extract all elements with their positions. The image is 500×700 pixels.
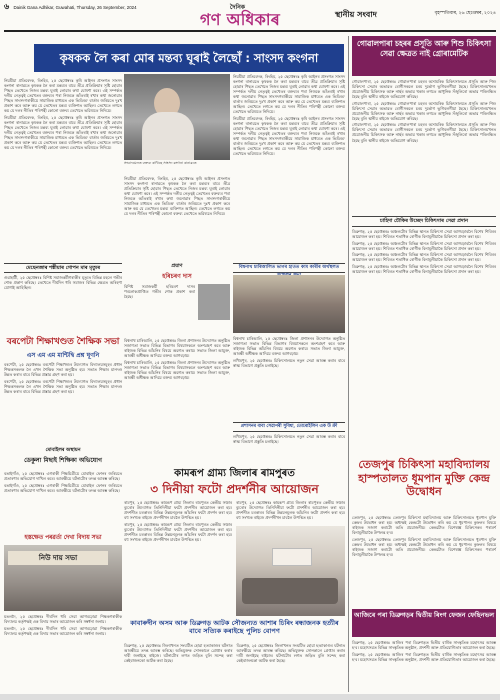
masthead-rule: [4, 30, 496, 32]
obituary-name: হৰিচৰণ দাস: [162, 273, 192, 280]
farewell-photo[interactable]: [4, 545, 122, 611]
mid-strip-2-text: [233, 434, 345, 464]
page-number: ৬: [4, 2, 10, 11]
bottom-headline[interactable]: কাবাৰুদীন অসম আৰু ডিব্ৰুগড় আটক সৌজন্যত আশাৰ চিৰিং ৰন্ধাজনক হত্যীৰ বাবে সত্যিক কৰাইছে পুলিচ বোপণ: [130, 619, 339, 636]
mid-center-text-right: [233, 336, 345, 420]
center-big-text-left: [124, 500, 232, 616]
center-big-text-2: ৰামপুৰ, ২৫ ছেপ্তেম্বৰঃ কামৰূপ গ্ৰাম্য জিলাৰ ৰামপুৰত কেন্দ্ৰীয় সঞ্চাৰ ব্যুৰোৰ উদ্যোগত তিনিদিনীয়া ফটো প্ৰদৰ্শনীৰ আয়োজন কৰা হয়। প্ৰদৰ্শনীত চৰকাৰৰ বিভিন্ন উন্নয়নমূলক আঁচনিৰ ফটো প্ৰদৰ্শন কৰা হয়। বহু সংখ্যক ৰাইজে প্ৰদৰ্শনীখন চাবলৈ উপস্থিত হয়।: [124, 521, 232, 542]
right-mid-text-3: ডিব্ৰুগড়, ২৫ ছেপ্তেম্বৰঃ অঞ্চলটোৰ বিভিন্ন স্থানত চিকিৎসা সেৱা আগবঢ়াবলৈ বিশেষ শিবিৰৰ আয়োজন কৰা হয়। শিবিৰত শতাধিক ৰোগীক বিনামূলীয়াকৈ চিকিৎসা প্ৰদান কৰা হয়।: [352, 252, 496, 263]
bottom-text-1: ডিব্ৰুগড়, ২৫ ছেপ্তেম্বৰঃ জিলাখনত সংঘটিত হোৱা হত্যাকাণ্ডৰ ঘটনাত আৰক্ষীয়ে তদন্ত আৰম্ভ কৰিছে। অভিযুক্তক সোনকালে গ্ৰেপ্তাৰ কৰাৰ দাবী জনাইছে ৰাইজে। ঘটনাটোৰ লগত জড়িত বুলি সন্দেহ কৰা কেইবাজনকো আটক কৰা হৈছে।: [124, 643, 233, 664]
banner-headline[interactable]: কৃষকক লৈ কৰা মোৰ মন্তব্য ঘূৰাই লৈছোঁ : সাংসদ কংগনা: [34, 44, 344, 72]
bottom-text-2: ডিব্ৰুগড়, ২৫ ছেপ্তেম্বৰঃ জিলাখনত সংঘটিত হোৱা হত্যাকাণ্ডৰ ঘটনাত আৰক্ষীয়ে তদন্ত আৰম্ভ কৰিছে। অভিযুক্তক সোনকালে গ্ৰেপ্তাৰ কৰাৰ দাবী জনাইছে ৰাইজে। ঘটনাটোৰ লগত জড়িত বুলি সন্দেহ কৰা কেইবাজনকো আটক কৰা হৈছে।: [236, 643, 345, 664]
mid-right-text: লখিমপুৰ, ২৫ ছেপ্তেম্বৰঃ চিকিৎসালয়ত নতুন সেৱা আৰম্ভ কৰাৰ বাবে স্বাস্থ্য বিভাগে প্ৰস্তুতি চলাইছে।: [233, 357, 345, 368]
mid-left-text: [4, 275, 122, 331]
right-big-headline-text: তেজপুৰ চিকিৎসা মহাবিদ্যালয় হাস্পতালত ধূমপান মুক্তি কেন্দ্ৰ উদ্বোধন: [358, 458, 490, 498]
right-bottom-headline[interactable]: আজিৰে পৰা ডিব্ৰুগড়ৰ দ্বিতীয় ৰিংগ ফেজন ফেছিনভল: [352, 609, 496, 637]
lead-article-left-col: [4, 78, 122, 260]
farewell-headline[interactable]: হস্তক্ষেত পৰৱৰ্তা দেখা বিদায় সভা: [24, 535, 102, 541]
obituary-label: প্ৰয়াণ: [171, 263, 183, 269]
lead-article-text-2: নিয়মীয়া প্ৰতিবেদক, ৰিংহিম, ২৫ ছেপ্তেম্বৰঃ কৃষি আইনৰ প্ৰসংগত সাংসদ কংগনা ৰানাৱতে কৃষকক লৈ কৰা মন্তব্যৰ বাবে তীব্ৰ প্ৰতিক্ৰিয়াৰ সৃষ্টি হোৱাৰ পিছত তেখেতে নিজৰ মন্তব্য ঘূৰাই লোৱাৰ কথা ঘোষণা কৰে। এই সম্পৰ্কত দলীয় নেতৃত্বই তেখেতৰ বক্তব্যৰ পৰা নিজকে আঁতৰাই ৰখাৰ কথা জনোৱাৰ পিছত সাংসদগৰাকীয়ে সামাজিক মাধ্যমত এক ভিডিঅ' বাৰ্তাৰ জৰিয়তে দুঃখ প্ৰকাশ কৰে আৰু কয় যে তেখেতৰ মন্তব্য ব্যক্তিগত আছিল। তেখেতে লগতে কয় যে দলৰ নীতিৰ পৰিপন্থী কোনো বক্তব্য তেখেতে ভৱিষ্যতে নিদিয়ে।: [124, 176, 230, 217]
center-big-text-3: ৰামপুৰ, ২৫ ছেপ্তেম্বৰঃ কামৰূপ গ্ৰাম্য জিলাৰ ৰামপুৰত কেন্দ্ৰীয় সঞ্চাৰ ব্যুৰোৰ উদ্যোগত তিনিদিনীয়া ফটো প্ৰদৰ্শনীৰ আয়োজন কৰা হয়। প্ৰদৰ্শনীত চৰকাৰৰ বিভিন্ন উন্নয়নমূলক আঁচনিৰ ফটো প্ৰদৰ্শন কৰা হয়। বহু সংখ্যক ৰাইজে প্ৰদৰ্শনীখন চাবলৈ উপস্থিত হয়।: [236, 500, 345, 521]
right-top-text: [352, 79, 496, 215]
mid-left2-subheadline: এস এম এম মান্টিদ্বি প্ৰশ্ন ঘূণনি: [26, 352, 100, 359]
mid-center-strip[interactable]: বিশ্বনাথ চাৰিআলিত ভাগৰ হাতত কাম কাৰীৰ অৰ্থস্থলত: [233, 263, 345, 273]
right-top-headline[interactable]: গোৱালপাৰা চহৰৰ প্ৰসূতি আৰু শিশু চিকিৎসা সেৱা ক্ষেত্ৰত নাই গ্ৰোৰামেটিক: [352, 36, 496, 76]
mid-strip-2[interactable]: প্ৰশাসনৰ বাবা সেৱাপৰী সুবিধা, তোৰোইলিন এক উ ক্ৰী: [233, 422, 345, 432]
obituary-box: [124, 263, 230, 337]
crime-text-2: বঙাইগাঁও, ২৫ ছেপ্তেম্বৰঃ এগৰাকী শিক্ষয়িত্ৰীয়ে মোবাইল ফোনৰ জৰিয়তে প্ৰতাৰণাৰ অভিযোগ দাখিল কৰে। আৰক্ষীয়ে ঘটনাটোৰ তদন্ত আৰম্ভ কৰিছে।: [4, 482, 122, 493]
mid-left-text-1: গুৱাহাটী, ২৫ ছেপ্তেম্বৰঃ বিশিষ্ট সমাজকৰ্মীগৰাকীৰ মৃত্যুত বিভিন্ন মহলে গভীৰ শোক প্ৰকাশ কৰিছে। তেখেতে দীৰ্ঘদিন ধৰি সমাজৰ বিভিন্ন ক্ষেত্ৰত অৰিহণা যোগাই আহিছিল।: [4, 275, 122, 291]
bottom-left-text-2: মঙলদৈ, ২৫ ছেপ্তেম্বৰঃ দীৰ্ঘদিন ধৰি সেৱা আগবঢ়োৱা শিক্ষকগৰাকীক বিদ্যালয় কৰ্তৃপক্ষই এক বিদায় সভাৰ আয়োজন কৰি সম্বৰ্ধনা জনায়।: [4, 625, 122, 636]
crime-headline: ডেকুলা মিছাই শিক্ষিকা অভিযোগ: [24, 457, 102, 464]
right-big-text-1: তেজপুৰ, ২৫ ছেপ্তেম্বৰঃ তেজপুৰ চিকিৎসা মহাবিদ্যালয় আৰু চিকিৎসালয়ত ধূমপান মুক্তি কেন্দ্ৰৰ উদ্বোধন কৰা হয়। অধ্যক্ষই কেন্দ্ৰটো উদ্বোধন কৰি কয় যে ধূমপানৰ কুফলৰ বিষয়ে ৰাইজক সজাগ কৰাটো অতি প্ৰয়োজনীয়। কেন্দ্ৰটোত বিশেষজ্ঞ চিকিৎসকৰ পৰামৰ্শ বিনামূলীয়াকৈ উপলব্ধ হ'ব।: [352, 515, 496, 536]
mid-center-text-2: বিশ্বনাথ চাৰিআলি, ২৫ ছেপ্তেম্বৰঃ জিলা প্ৰশাসনৰ উদ্যোগত অনুষ্ঠিত সজাগতা সভাত বিভিন্ন বিভাগৰ বিষয়াসকলে অংশগ্ৰহণ কৰে আৰু ৰাইজক বিভিন্ন আঁচনিৰ বিষয়ে অৱগত কৰায়। সভাত জিলা আয়ুক্ত, আৰক্ষী অধীক্ষক আদিয়ে বক্তব্য আগবঢ়ায়।: [124, 359, 230, 380]
center-big-headline-2[interactable]: ৩ দিনীয়া ফটো প্ৰদৰ্শনীৰ আয়োজন: [150, 482, 319, 496]
bottom-left-text-1: মঙলদৈ, ২৫ ছেপ্তেম্বৰঃ দীৰ্ঘদিন ধৰি সেৱা আগবঢ়োৱা শিক্ষকগৰাকীক বিদ্যালয় কৰ্তৃপক্ষই এক বিদায় সভাৰ আয়োজন কৰি সম্বৰ্ধনা জনায়।: [4, 614, 122, 625]
farewell-banner-text: নিউ দায় সভা: [8, 551, 108, 565]
mid-left2-text: [4, 362, 122, 444]
right-bottom-text-2: ডিব্ৰুগড়, ২৫ ছেপ্তেম্বৰঃ আজিৰ পৰা ডিব্ৰুগড়ত দ্বিতীয় বাৰ্ষিক সাংস্কৃতিক মহোৎসৱ আৰম্ভ হ'ব। মহোৎসৱত বিভিন্ন সাংস্কৃতিক অনুষ্ঠান, প্ৰদৰ্শনী আৰু প্ৰতিযোগিতাৰ আয়োজন কৰা হৈছে।: [352, 651, 496, 662]
mid-left2-text-2: বৰপেটা, ২৫ ছেপ্তেম্বৰঃ বৰপেটা শিক্ষাখণ্ডৰ উদ্যোগত বিদ্যালয়সমূহৰ প্ৰধান শিক্ষকসকলক লৈ এখন শৈক্ষিক সভা অনুষ্ঠিত হয়। সভাত শিক্ষাৰ মানদণ্ড উন্নত কৰাৰ বাবে বিভিন্ন প্ৰস্তাৱ গ্ৰহণ কৰা হয়।: [4, 378, 122, 394]
lead-article-text-3: নিয়মীয়া প্ৰতিবেদক, ৰিংহিম, ২৫ ছেপ্তেম্বৰঃ কৃষি আইনৰ প্ৰসংগত সাংসদ কংগনা ৰানাৱতে কৃষকক লৈ কৰা মন্তব্যৰ বাবে তীব্ৰ প্ৰতিক্ৰিয়াৰ সৃষ্টি হোৱাৰ পিছত তেখেতে নিজৰ মন্তব্য ঘূৰাই লোৱাৰ কথা ঘোষণা কৰে। এই সম্পৰ্কত দলীয় নেতৃত্বই তেখেতৰ বক্তব্যৰ পৰা নিজকে আঁতৰাই ৰখাৰ কথা জনোৱাৰ পিছত সাংসদগৰাকীয়ে সামাজিক মাধ্যমত এক ভিডিঅ' বাৰ্তাৰ জৰিয়তে দুঃখ প্ৰকাশ কৰে আৰু কয় যে তেখেতৰ মন্তব্য ব্যক্তিগত আছিল। তেখেতে লগতে কয় যে দলৰ নীতিৰ পৰিপন্থী কোনো বক্তব্য তেখেতে ভৱিষ্যতে নিদিয়ে।: [233, 74, 345, 115]
column-rule: [348, 36, 349, 692]
exhibition-photo[interactable]: [236, 526, 345, 616]
mid-center-text-1: বিশ্বনাথ চাৰিআলি, ২৫ ছেপ্তেম্বৰঃ জিলা প্ৰশাসনৰ উদ্যোগত অনুষ্ঠিত সজাগতা সভাত বিভিন্ন বিভাগৰ বিষয়াসকলে অংশগ্ৰহণ কৰে আৰু ৰাইজক বিভিন্ন আঁচনিৰ বিষয়ে অৱগত কৰায়। সভাত জিলা আয়ুক্ত, আৰক্ষী অধীক্ষক আদিয়ে বক্তব্য আগবঢ়ায়।: [124, 338, 230, 359]
center-big-text-1: ৰামপুৰ, ২৫ ছেপ্তেম্বৰঃ কামৰূপ গ্ৰাম্য জিলাৰ ৰামপুৰত কেন্দ্ৰীয় সঞ্চাৰ ব্যুৰোৰ উদ্যোগত তিনিদিনীয়া ফটো প্ৰদৰ্শনীৰ আয়োজন কৰা হয়। প্ৰদৰ্শনীত চৰকাৰৰ বিভিন্ন উন্নয়নমূলক আঁচনিৰ ফটো প্ৰদৰ্শন কৰা হয়। বহু সংখ্যক ৰাইজে প্ৰদৰ্শনীখন চাবলৈ উপস্থিত হয়।: [124, 500, 232, 521]
mid-strip-2-text-1: লখিমপুৰ, ২৫ ছেপ্তেম্বৰঃ চিকিৎসালয়ত নতুন সেৱা আৰম্ভ কৰাৰ বাবে স্বাস্থ্য বিভাগে প্ৰস্তুতি চলাইছে।: [233, 434, 345, 445]
mid-left2-headline[interactable]: বৰপেটা শিক্ষাখণ্ডত শৈক্ষিক সভা: [6, 337, 120, 347]
right-top-text-2: গোৱালপাৰা, ২৫ ছেপ্তেম্বৰঃ গোৱালপাৰা চহৰৰ অসামৰিক চিকিৎসালয়ত প্ৰসূতি আৰু শিশু চিকিৎসা সেৱাৰ অভাৱত ৰোগীসকলে চৰম দুৰ্ভোগ ভুগিবলগীয়া হৈছে। চিকিৎসালয়খনত প্ৰয়োজনীয় চিকিৎসক আৰু নাৰ্ছৰ অভাৱ থকাৰ লগতে আধুনিক সঁজুলিৰো অভাৱ পৰিলক্ষিত হৈছে বুলি স্থানীয় ৰাইজে অভিযোগ কৰিছে।: [352, 100, 496, 121]
crime-text: [4, 471, 122, 531]
lead-article-text-4: নিয়মীয়া প্ৰতিবেদক, ৰিংহিম, ২৫ ছেপ্তেম্বৰঃ কৃষি আইনৰ প্ৰসংগত সাংসদ কংগনা ৰানাৱতে কৃষকক লৈ কৰা মন্তব্যৰ বাবে তীব্ৰ প্ৰতিক্ৰিয়াৰ সৃষ্টি হোৱাৰ পিছত তেখেতে নিজৰ মন্তব্য ঘূৰাই লোৱাৰ কথা ঘোষণা কৰে। এই সম্পৰ্কত দলীয় নেতৃত্বই তেখেতৰ বক্তব্যৰ পৰা নিজকে আঁতৰাই ৰখাৰ কথা জনোৱাৰ পিছত সাংসদগৰাকীয়ে সামাজিক মাধ্যমত এক ভিডিঅ' বাৰ্তাৰ জৰিয়তে দুঃখ প্ৰকাশ কৰে আৰু কয় যে তেখেতৰ মন্তব্য ব্যক্তিগত আছিল। তেখেতে লগতে কয় যে দলৰ নীতিৰ পৰিপন্থী কোনো বক্তব্য তেখেতে ভৱিষ্যতে নিদিয়ে।: [233, 115, 345, 157]
lead-article-mid-col: [124, 176, 230, 260]
logo-daily: দৈনিক: [229, 4, 245, 11]
right-mid-text-4: ডিব্ৰুগড়, ২৫ ছেপ্তেম্বৰঃ অঞ্চলটোৰ বিভিন্ন স্থানত চিকিৎসা সেৱা আগবঢ়াবলৈ বিশেষ শিবিৰৰ আয়োজন কৰা হয়। শিবিৰত শতাধিক ৰোগীক বিনামূলীয়াকৈ চিকিৎসা প্ৰদান কৰা হয়।: [352, 263, 496, 274]
logo-text: গণ অধিকাৰ: [200, 10, 281, 29]
lead-article-text-cont: নিয়মীয়া প্ৰতিবেদক, ৰিংহিম, ২৫ ছেপ্তেম্বৰঃ কৃষি আইনৰ প্ৰসংগত সাংসদ কংগনা ৰানাৱতে কৃষকক লৈ কৰা মন্তব্যৰ বাবে তীব্ৰ প্ৰতিক্ৰিয়াৰ সৃষ্টি হোৱাৰ পিছত তেখেতে নিজৰ মন্তব্য ঘূৰাই লোৱাৰ কথা ঘোষণা কৰে। এই সম্পৰ্কত দলীয় নেতৃত্বই তেখেতৰ বক্তব্যৰ পৰা নিজকে আঁতৰাই ৰখাৰ কথা জনোৱাৰ পিছত সাংসদগৰাকীয়ে সামাজিক মাধ্যমত এক ভিডিঅ' বাৰ্তাৰ জৰিয়তে দুঃখ প্ৰকাশ কৰে আৰু কয় যে তেখেতৰ মন্তব্য ব্যক্তিগত আছিল। তেখেতে লগতে কয় যে দলৰ নীতিৰ পৰিপন্থী কোনো বক্তব্য তেখেতে ভৱিষ্যতে নিদিয়ে।: [4, 114, 122, 151]
right-big-text-2: তেজপুৰ, ২৫ ছেপ্তেম্বৰঃ তেজপুৰ চিকিৎসা মহাবিদ্যালয় আৰু চিকিৎসালয়ত ধূমপান মুক্তি কেন্দ্ৰৰ উদ্বোধন কৰা হয়। অধ্যক্ষই কেন্দ্ৰটো উদ্বোধন কৰি কয় যে ধূমপানৰ কুফলৰ বিষয়ে ৰাইজক সজাগ কৰাটো অতি প্ৰয়োজনীয়। কেন্দ্ৰটোত বিশেষজ্ঞ চিকিৎসকৰ পৰামৰ্শ বিনামূলীয়াকৈ উপলব্ধ হ'ব।: [352, 536, 496, 557]
right-mid-text-2: ডিব্ৰুগড়, ২৫ ছেপ্তেম্বৰঃ অঞ্চলটোৰ বিভিন্ন স্থানত চিকিৎসা সেৱা আগবঢ়াবলৈ বিশেষ শিবিৰৰ আয়োজন কৰা হয়। শিবিৰত শতাধিক ৰোগীক বিনামূলীয়াকৈ চিকিৎসা প্ৰদান কৰা হয়।: [352, 240, 496, 251]
section-label: স্থানীয় সংবাদ: [335, 10, 377, 19]
center-big-headline-1[interactable]: কামৰূপ গ্ৰাম্য জিলাৰ ৰামপুৰত: [174, 468, 295, 479]
lead-article-text: নিয়মীয়া প্ৰতিবেদক, ৰিংহিম, ২৫ ছেপ্তেম্বৰঃ কৃষি আইনৰ প্ৰসংগত সাংসদ কংগনা ৰানাৱতে কৃষকক লৈ কৰা মন্তব্যৰ বাবে তীব্ৰ প্ৰতিক্ৰিয়াৰ সৃষ্টি হোৱাৰ পিছত তেখেতে নিজৰ মন্তব্য ঘূৰাই লোৱাৰ কথা ঘোষণা কৰে। এই সম্পৰ্কত দলীয় নেতৃত্বই তেখেতৰ বক্তব্যৰ পৰা নিজকে আঁতৰাই ৰখাৰ কথা জনোৱাৰ পিছত সাংসদগৰাকীয়ে সামাজিক মাধ্যমত এক ভিডিঅ' বাৰ্তাৰ জৰিয়তে দুঃখ প্ৰকাশ কৰে আৰু কয় যে তেখেতৰ মন্তব্য ব্যক্তিগত আছিল। তেখেতে লগতে কয় যে দলৰ নীতিৰ পৰিপন্থী কোনো বক্তব্য তেখেতে ভৱিষ্যতে নিদিয়ে।: [4, 78, 122, 114]
right-bottom-text-1: ডিব্ৰুগড়, ২৫ ছেপ্তেম্বৰঃ আজিৰ পৰা ডিব্ৰুগড়ত দ্বিতীয় বাৰ্ষিক সাংস্কৃতিক মহোৎসৱ আৰম্ভ হ'ব। মহোৎসৱত বিভিন্ন সাংস্কৃতিক অনুষ্ঠান, প্ৰদৰ্শনী আৰু প্ৰতিযোগিতাৰ আয়োজন কৰা হৈছে।: [352, 640, 496, 651]
crime-headline-box[interactable]: [4, 447, 122, 469]
page-footer: [0, 694, 500, 700]
obituary-photo: [198, 284, 230, 320]
right-bottom-text: [352, 640, 496, 692]
obituary-text: বিশিষ্ট সমাজকৰ্মী হৰিচৰণ দাসৰ পৰলোকপ্ৰাপ্তিত গভীৰ শোক প্ৰকাশ কৰা হৈছে।: [124, 284, 195, 300]
right-big-text: [352, 515, 496, 607]
center-big-text-right: [236, 500, 345, 524]
lead-photo[interactable]: [124, 74, 230, 160]
mid-center-photo[interactable]: [233, 275, 345, 333]
right-top-text-3: গোৱালপাৰা, ২৫ ছেপ্তেম্বৰঃ গোৱালপাৰা চহৰৰ অসামৰিক চিকিৎসালয়ত প্ৰসূতি আৰু শিশু চিকিৎসা সেৱাৰ অভাৱত ৰোগীসকলে চৰম দুৰ্ভোগ ভুগিবলগীয়া হৈছে। চিকিৎসালয়খনত প্ৰয়োজনীয় চিকিৎসক আৰু নাৰ্ছৰ অভাৱ থকাৰ লগতে আধুনিক সঁজুলিৰো অভাৱ পৰিলক্ষিত হৈছে বুলি স্থানীয় ৰাইজে অভিযোগ কৰিছে।: [352, 122, 496, 143]
mid-center-text-3: বিশ্বনাথ চাৰিআলি, ২৫ ছেপ্তেম্বৰঃ জিলা প্ৰশাসনৰ উদ্যোগত অনুষ্ঠিত সজাগতা সভাত বিভিন্ন বিভাগৰ বিষয়াসকলে অংশগ্ৰহণ কৰে আৰু ৰাইজক বিভিন্ন আঁচনিৰ বিষয়ে অৱগত কৰায়। সভাত জিলা আয়ুক্ত, আৰক্ষী অধীক্ষক আদিয়ে বক্তব্য আগবঢ়ায়।: [233, 336, 345, 357]
right-mid-text: [352, 229, 496, 455]
lead-article-right-col: [233, 74, 345, 260]
crime-text-1: বঙাইগাঁও, ২৫ ছেপ্তেম্বৰঃ এগৰাকী শিক্ষয়িত্ৰীয়ে মোবাইল ফোনৰ জৰিয়তে প্ৰতাৰণাৰ অভিযোগ দাখিল কৰে। আৰক্ষীয়ে ঘটনাটোৰ তদন্ত আৰম্ভ কৰিছে।: [4, 471, 122, 482]
mid-center-text-left: [124, 338, 230, 454]
date-right: বৃহস্পতিবাৰ, ২৬ ছেপ্তেম্বৰ, ২০২৪: [434, 10, 496, 15]
mid-left-headline[interactable]: মেছেনজাৰ শঙ্কীয়াৰ গোপন মাৰ মৃত্যুৰ: [4, 263, 122, 273]
lead-photo-caption: সংবাদমেলত বক্তব্য ৰাখিছে সাংসদ কংগনা ৰানাৱতে: [124, 161, 197, 165]
masthead-publication-line: [4, 4, 184, 10]
bottom-text: [124, 643, 345, 692]
right-big-headline[interactable]: [352, 458, 496, 512]
crime-label: মোবাইলৰ অস্থায়ন: [45, 447, 81, 453]
right-mid-text-1: ডিব্ৰুগড়, ২৫ ছেপ্তেম্বৰঃ অঞ্চলটোৰ বিভিন্ন স্থানত চিকিৎসা সেৱা আগবঢ়াবলৈ বিশেষ শিবিৰৰ আয়োজন কৰা হয়। শিবিৰত শতাধিক ৰোগীক বিনামূলীয়াকৈ চিকিৎসা প্ৰদান কৰা হয়।: [352, 229, 496, 240]
mid-left2-text-1: বৰপেটা, ২৫ ছেপ্তেম্বৰঃ বৰপেটা শিক্ষাখণ্ডৰ উদ্যোগত বিদ্যালয়সমূহৰ প্ৰধান শিক্ষকসকলক লৈ এখন শৈক্ষিক সভা অনুষ্ঠিত হয়। সভাত শিক্ষাৰ মানদণ্ড উন্নত কৰাৰ বাবে বিভিন্ন প্ৰস্তাৱ গ্ৰহণ কৰা হয়।: [4, 362, 122, 378]
right-top-text-1: গোৱালপাৰা, ২৫ ছেপ্তেম্বৰঃ গোৱালপাৰা চহৰৰ অসামৰিক চিকিৎসালয়ত প্ৰসূতি আৰু শিশু চিকিৎসা সেৱাৰ অভাৱত ৰোগীসকলে চৰম দুৰ্ভোগ ভুগিবলগীয়া হৈছে। চিকিৎসালয়খনত প্ৰয়োজনীয় চিকিৎসক আৰু নাৰ্ছৰ অভাৱ থকাৰ লগতে আধুনিক সঁজুলিৰো অভাৱ পৰিলক্ষিত হৈছে বুলি স্থানীয় ৰাইজে অভিযোগ কৰিছে।: [352, 79, 496, 100]
publication-line: Dainik Gana Adhikar, Guwahati, Thursday, 26 September, 2024: [13, 5, 137, 10]
right-mid-strip[interactable]: চাহিদা চৌকিৰ উচ্ছেদ চিকিৎসাৰ সেৱা প্ৰদান: [352, 216, 496, 227]
bottom-left-text: [4, 614, 122, 692]
